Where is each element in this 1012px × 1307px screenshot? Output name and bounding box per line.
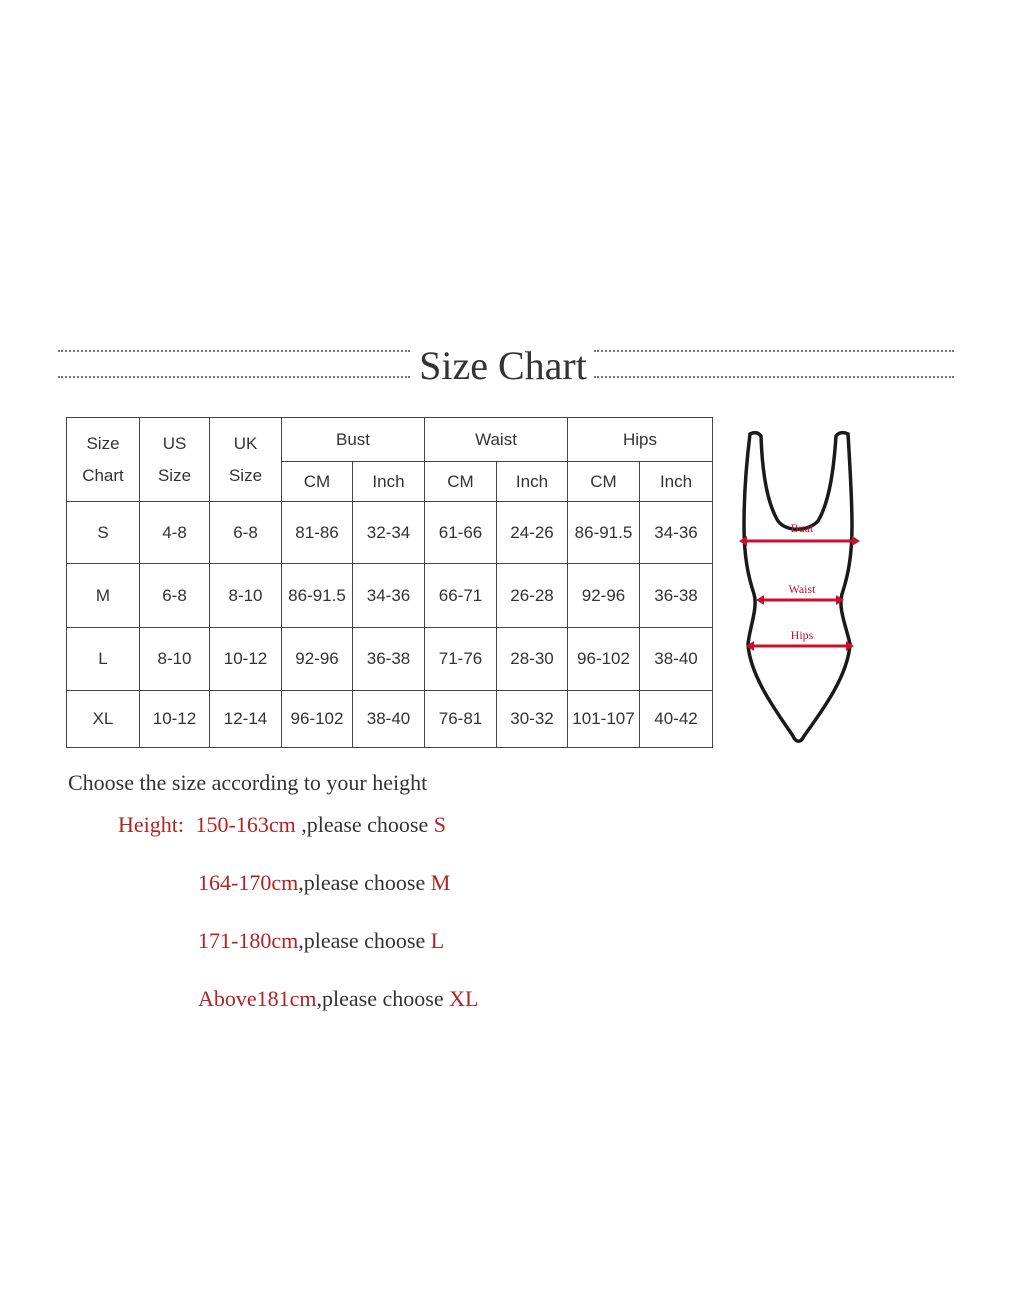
table-row — [67, 502, 713, 564]
title-row — [58, 338, 954, 388]
size-recommendation: M — [430, 870, 451, 895]
size-table — [66, 417, 713, 748]
cell: 34-36 — [640, 502, 713, 564]
cell: 34-36 — [353, 564, 425, 628]
subheader-waist-cm: CM — [425, 462, 497, 502]
cell: 81-86 — [282, 502, 353, 564]
cell: S — [67, 502, 140, 564]
cell: 71-76 — [425, 628, 497, 691]
guide-line — [198, 870, 450, 896]
cell: 26-28 — [497, 564, 568, 628]
cell: 6-8 — [210, 502, 282, 564]
cell: 32-34 — [353, 502, 425, 564]
cell: 92-96 — [568, 564, 640, 628]
size-recommendation: S — [433, 812, 447, 837]
subheader-bust-inch: Inch — [353, 462, 425, 502]
subheader-hips-cm: CM — [568, 462, 640, 502]
size-recommendation: L — [430, 928, 445, 953]
cell: 10-12 — [210, 628, 282, 691]
height-range: 150-163cm — [195, 812, 296, 837]
guide-intro: Choose the size according to your height — [68, 770, 428, 795]
table-row — [67, 628, 713, 691]
cell: 36-38 — [353, 628, 425, 691]
dotted-divider — [594, 376, 954, 378]
cell: 24-26 — [497, 502, 568, 564]
header-uk-size: UK Size — [210, 418, 282, 502]
cell: 28-30 — [497, 628, 568, 691]
bodysuit-diagram — [736, 426, 866, 751]
guide-line — [198, 928, 444, 954]
header-us-size: US Size — [140, 418, 210, 502]
height-label: Height: — [118, 812, 184, 837]
cell: 40-42 — [640, 691, 713, 748]
table-row — [67, 691, 713, 748]
subheader-bust-cm: CM — [282, 462, 353, 502]
cell: M — [67, 564, 140, 628]
dotted-divider — [58, 350, 410, 352]
guide-text: ,please choose — [298, 928, 431, 953]
cell: L — [67, 628, 140, 691]
height-range: 171-180cm — [198, 928, 299, 953]
cell: 38-40 — [640, 628, 713, 691]
cell: 12-14 — [210, 691, 282, 748]
cell: 101-107 — [568, 691, 640, 748]
cell: 38-40 — [353, 691, 425, 748]
hips-label: Hips — [790, 628, 814, 642]
bust-label: Buat — [790, 521, 814, 535]
arrow-left-icon — [756, 595, 764, 605]
cell: 10-12 — [140, 691, 210, 748]
page-title: Size Chart — [419, 343, 587, 388]
cell: 30-32 — [497, 691, 568, 748]
height-range: 164-170cm — [198, 870, 299, 895]
guide-line — [118, 812, 446, 838]
header-size-chart: Size Chart — [67, 418, 140, 502]
cell: 86-91.5 — [568, 502, 640, 564]
cell: 96-102 — [282, 691, 353, 748]
cell: 36-38 — [640, 564, 713, 628]
guide-text: ,please choose — [295, 812, 434, 837]
guide-text: ,please choose — [316, 986, 450, 1011]
header-hips: Hips — [568, 418, 713, 462]
guide-line — [198, 986, 478, 1012]
cell: 8-10 — [140, 628, 210, 691]
subheader-hips-inch: Inch — [640, 462, 713, 502]
cell: 86-91.5 — [282, 564, 353, 628]
cell: 4-8 — [140, 502, 210, 564]
height-guide — [68, 770, 479, 1011]
cell: 96-102 — [568, 628, 640, 691]
header-waist: Waist — [425, 418, 568, 462]
header-bust: Bust — [282, 418, 425, 462]
table-row — [67, 564, 713, 628]
cell: 8-10 — [210, 564, 282, 628]
cell: XL — [67, 691, 140, 748]
size-recommendation: XL — [449, 986, 479, 1011]
cell: 76-81 — [425, 691, 497, 748]
cell: 92-96 — [282, 628, 353, 691]
guide-text: ,please choose — [298, 870, 431, 895]
height-range: Above181cm — [198, 986, 317, 1011]
cell: 6-8 — [140, 564, 210, 628]
waist-label: Waist — [788, 582, 816, 596]
cell: 66-71 — [425, 564, 497, 628]
cell: 61-66 — [425, 502, 497, 564]
subheader-waist-inch: Inch — [497, 462, 568, 502]
dotted-divider — [594, 350, 954, 352]
dotted-divider — [58, 376, 410, 378]
arrow-right-icon — [852, 536, 860, 546]
